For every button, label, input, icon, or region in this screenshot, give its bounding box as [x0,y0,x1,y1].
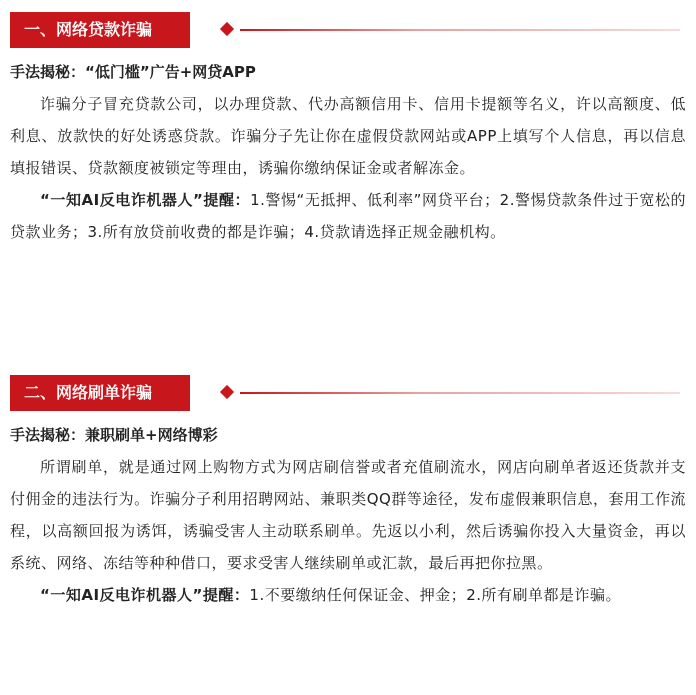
method-description: 所谓刷单，就是通过网上购物方式为网店刷信誉或者充值刷流水，网店向刷单者返还货款并支付佣金的违法行为。诈骗分子利用招聘网站、兼职类QQ群等途径，发布虚假兼职信息，套用工作流程，以高额回报为诱饵，诱骗受害人主动联系刷单。先返以小利，然后诱骗你投入大量资金，再以系统、网络、冻结等种种借口，要求受害人继续刷单或汇款，最后再把你拉黑。 [10,458,686,572]
section-content [10,56,686,248]
header-divider [240,392,680,394]
section-title: 二、网络刷单诈骗 [10,375,190,411]
diamond-icon [220,22,234,36]
reminder-paragraph [10,579,686,611]
reminder-paragraph [10,184,686,248]
header-divider [240,29,680,31]
method-subtitle: 手法揭秘：“低门槛”广告+网贷APP [10,63,256,81]
section-title: 一、网络贷款诈骗 [10,12,190,48]
section-content [10,419,686,611]
section-brushing-fraud [0,375,696,604]
reminder-label: “一知AI反电诈机器人”提醒： [40,586,250,604]
section-header [0,12,696,48]
diamond-icon [220,385,234,399]
method-subtitle: 手法揭秘：兼职刷单+网络博彩 [10,426,218,444]
section-loan-fraud [0,12,696,241]
section-header [0,375,696,411]
reminder-text: 1.警惕“无抵押、低利率”网贷平台；2.警惕贷款条件过于宽松的贷款业务；3.所有放贷前收费的都是诈骗；4.贷款请选择正规金融机构。 [10,191,686,241]
reminder-label: “一知AI反电诈机器人”提醒： [40,191,251,209]
reminder-text: 1.不要缴纳任何保证金、押金；2.所有刷单都是诈骗。 [249,586,622,604]
method-description: 诈骗分子冒充贷款公司，以办理贷款、代办高额信用卡、信用卡提额等名义，许以高额度、低利息、放款快的好处诱惑贷款。诈骗分子先让你在虚假贷款网站或APP上填写个人信息，再以信息填报错误、贷款额度被锁定等理由，诱骗你缴纳保证金或者解冻金。 [10,95,686,177]
